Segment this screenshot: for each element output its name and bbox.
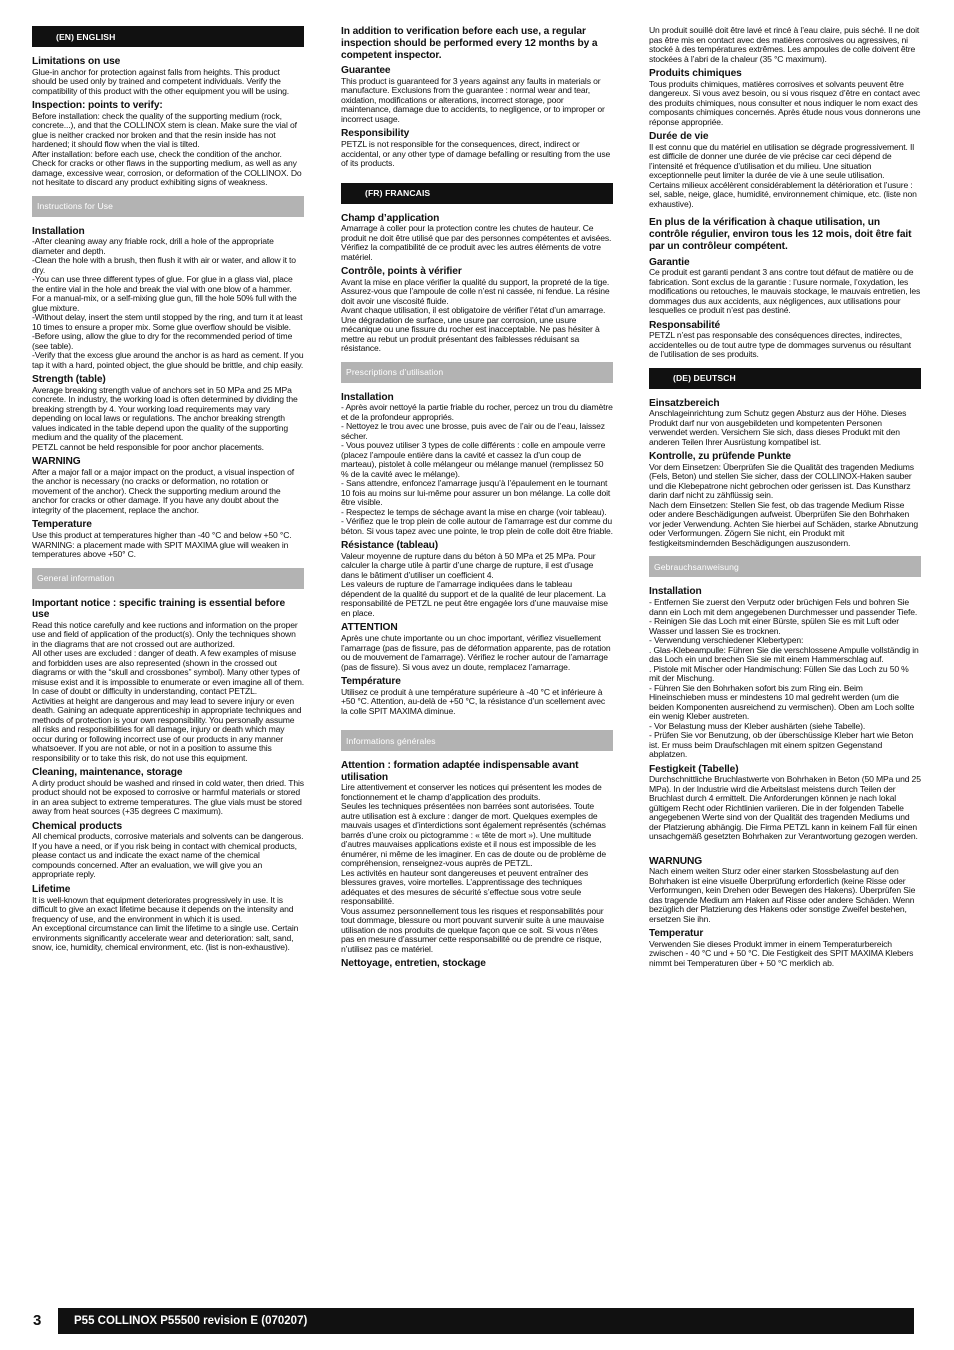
column-french-german [649,26,921,968]
spacer [649,548,921,556]
paragraph: All chemical products, corrosive materials and solvents can be dangerous. If you have a need, or if you risk being in contact with chemical products, please contact us and indicate the exact name of the chemical compounds concerned. After an evaluation, we will give you an appropriate reply. [32,831,304,880]
spacer [649,360,921,368]
spacer [32,188,304,196]
section-header-instructions-for-use [32,196,304,217]
heading-cleaning-maintenance-storage: Cleaning, maintenance, storage [32,767,183,779]
spacer [341,354,613,362]
paragraph: - Vous pouvez utiliser 3 types de colle différents : colle en ampoule verre (placez l’ampoule entière dans la cavité et cassez la d’un coup de marteau), pistolet à colle mélangeur ou mélange manuel (remplissez 50 % de la cavité avec le mélange). [341,440,606,479]
paragraph: Nach einem weiten Sturz oder einer starken Stossbelastung auf den Bohrhaken ist eine visuelle Überprüfung erforderlich (keine Risse oder Verformungen, kein Drehen oder Bewegen des Hakens). Überprüfen Sie das tragende Medium am Haken auf Risse oder andere Schäden. Wenn bezüglich der Platzierung des Hakens oder sonstige Zweifel bestehen, ersetzen Sie ihn. [649,866,916,924]
paragraph: It is well-known that equipment deteriorates progressively in use. It is difficult to give an exact lifetime because it depends on the intensity and frequency of use, and the environment in which it is used. [32,894,294,924]
paragraph: All other uses are excluded : danger of death. A few examples of misuse and forbidden uses are also represented (shown in the crossed out diagrams or with the “skull and crossbones” symbol). Many other types of misuse exist and it is impossible to enumerate or even imagine all of them. In case of doubt or difficulty in understanding, contact PETZL. [32,648,305,697]
paragraph: Vor dem Einsetzen: Überprüfen Sie die Qualität des tragenden Mediums (Fels, Beton) und stellen Sie sicher, dass der COLLINOX-Haken sauber und die Klebepatrone nicht gebrochen oder gerissen ist. Das Kunstharz darin darf nicht zu zähflüssig sein. [649,461,914,501]
paragraph: - Führen Sie den Bohrhaken sofort bis zum Ring ein. Beim Hineinschieben muss er mindestens 10 mal gedreht werden (um die beiden Komponenten ausreichend zu vermischen). Oben am Loch sollte ein wenig Kleber austreten. [649,682,915,722]
paragraph: - Après avoir nettoyé la partie friable du rocher, percez un trou du diamètre et de la profondeur appropriés. [341,402,613,422]
paragraph: PETZL n’est pas responsable des conséquences directes, indirectes, accidentelles ou de tout autre type de dommages survenus ou résultant de l’utilisation de ses produits. [649,330,911,360]
paragraph: Average breaking strength value of anchors set in 50 MPa and 25 MPa concrete. In industry, the working load is often determined by dividing the breaking strength by 4. Your working load requirements may vary depending on local laws or regulations. The anchor breaking strength values indicated in the table depend upon the quality of the supporting medium and the quality of the placement. [32,384,298,443]
heading-kontrolle-zu-pr-fende-punkte: Kontrolle, zu prüfende Punkte [649,451,791,463]
paragraph: Use this product at temperatures higher than -40 °C and below +50 °C. WARNING: a placement made with SPIT MAXIMA glue will weaken in temperatures above +50° C. [32,530,292,560]
paragraph: A dirty product should be washed and rinsed in cold water, then dried. This product should not be exposed to corrosive or harmful materials or stored in an area subject to extreme temperatures. The glue vials must be stored away from heat sources (+35 degrees C maximum). [32,777,304,817]
paragraph: Avant chaque utilisation, il est obligatoire de vérifier l’état d’un amarrage. Une dégradation de surface, une usure par corrosion, une usure mécanique ou une fissure du rocher est inacceptable. Ne pas hésiter à mettre au rebut un produit présentant des faiblesses réduisant sa résistance. [341,305,606,354]
paragraph: -You can use three different types of glue. For glue in a glass vial, place the entire vial in the hole and break the vial with one blow of a hammer. For a manual-mix, or a self-mixing glue gun, fill the hole 50% full with the glue mixture. [32,274,297,313]
heading-important-notice-specific-training-is-es: Important notice : specific training is essential before use [32,597,286,621]
document-title: P55 COLLINOX P55500 revision E (070207) [74,1315,308,1327]
language-header-fr-francais [341,183,613,204]
paragraph: PETZL is not responsible for the consequences, direct, indirect or accidental, or any other type of damage befalling or resulting from the use of its products. [341,139,611,169]
section-header-informations-g-n-rales [341,730,613,751]
heading-nettoyage-entretien-stockage: Nettoyage, entretien, stockage [341,958,486,970]
column-english [32,26,304,953]
paragraph: Il est connu que du matériel en utilisation se dégrade progressivement. Il est difficile de donner une durée de vie précise car ceci dépend de l’intensité et fréquence d’utilisation et du milieu. Une situation exceptionnelle peut limiter la durée de vie à une seule utilisation. [649,141,915,181]
paragraph: Glue-in anchor for protection against falls from heights. This product should be used only by trained and competent individuals. Verify the compatibility of this product with the other equipment you will be using. [32,66,290,96]
section-header-prescriptions-d-utilisation [341,362,613,383]
paragraph: -Clean the hole with a brush, then flush it with air or water, and allow it to dry. [32,255,296,275]
heading-installation: Installation [32,225,85,237]
paragraph: - Vor Belastung muss der Kleber aushärten (siehe Tabelle). [649,720,866,731]
paragraph: Un produit souillé doit être lavé et rincé à l’eau claire, puis séché. Il ne doit pas être mis en contact avec des matières corrosives ou agressives, ni stocké à des températures extrêmes. Les ampoules de colle doivent être stockées à l’abri de la chaleur (35 °C maximum). [649,25,920,64]
heading-guarantee: Guarantee [341,65,391,77]
language-header-en-english [32,26,304,47]
paragraph: Anschlageinrichtung zum Schutz gegen Absturz aus der Höhe. Dieses Produkt darf nur von ausgebildeten und kompetenten Personen verwendet werden. Versichern Sie sich, dass dieses Produkt mit den anderen Teilen Ihrer Ausrüstung kompatibel ist. [649,408,907,447]
paragraph: Valeur moyenne de rupture dans du béton à 50 MPa et 25 MPa. Pour calculer la charge utile à partir d’une charge de rupture, il est d’usage dans le bâtiment d’utiliser un coefficient 4. [341,550,596,580]
paragraph: Amarrage à coller pour la protection contre les chutes de hauteur. Ce produit ne doit être utilisé que par des personnes compétentes et avisées. [341,223,612,243]
paragraph: Avant la mise en place vérifier la qualité du support, la propreté de la tige. Assurez-vous que l’ampoule de colle n’est ni cassée, ni fendue. La résine doit avoir une viscosité fluide. [341,276,610,306]
paragraph: Durchschnittliche Bruchlastwerte von Bohrhaken in Beton (50 MPa und 25 MPa). In der Industrie wird die Arbeitslast meistens durch Teilen der Bruchlast durch 4 ermittelt. Die Anforderungen können je nach lokal gültigem Recht oder Richtlinien variieren. Die in der folgenden Tabelle angegebenen Werte sind von der Qualität des tragenden Mediums und der Platzierung abhängig. Die Firma PETZL kann in keinem Fall für einen unsachgemäß gesetzten Bohrhaken zur Verantwortung gezogen werden. [649,774,921,842]
heading-chemical-products: Chemical products [32,820,123,832]
paragraph: - Sans attendre, enfoncez l’amarrage jusqu’à l’épaulement en le tournant 10 fois au moins sur lui-même pour assurer un bon mélange. La colle doit être visible. [341,478,611,508]
paragraph: - Verwendung verschiedener Klebertypen: [649,635,804,646]
paragraph: Les valeurs de rupture de l’amarrage indiquées dans le tableau dépendent de la qualité du support et de la qualité de leur placement. La responsabilité de PETZL ne peut être engagée lors d’une mauvaise mise en place. [341,579,608,618]
paragraph: -After cleaning away any friable rock, drill a hole of the appropriate diameter and depth. [32,236,274,256]
section-header-label: Gebrauchsanweisung [654,561,739,572]
column-english-french [341,26,613,970]
heading-temperature: Temperature [32,519,92,531]
heading-produits-chimiques: Produits chimiques [649,68,742,79]
paragraph: After a major fall or a major impact on the product, a visual inspection of the anchor is necessary (no cracks or deformation, no rotation or movement of the anchor). Check the supporting medium around the anchor for cracks or other damage. If you have any doubt about the integrity of the placement, replace the anchor. [32,466,294,515]
paragraph: Ce produit est garanti pendant 3 ans contre tout défaut de matière ou de fabrication. Sont exclus de la garantie : l’usure normale, l’oxydation, les modifications ou retouches, le mauvais stockage, le mauvais entretien, les dommages dus aux accidents, aux négligences, aux utilisations pour lesquelles ce produit n’est pas destiné. [649,267,921,316]
paragraph: Utilisez ce produit à une température supérieure à -40 °C et inférieure à +50 °C. Attention, au-delà de +50 °C, la résistance d’un scellement avec la colle SPIT MAXIMA diminue. [341,686,606,716]
paragraph: Certains milieux accélèrent considérablement la détérioration et l’usure : sel, sable, neige, glace, humidité, environnement chimique, etc. (liste non exhaustive). [649,179,917,209]
paragraph: This product is guaranteed for 3 years against any faults in materials or manufacture. Exclusions from the guarantee : normal wear and tear, oxidation, modifications or alterations, incorrect storage, poor maintenance, damage due to accidents, to negligence, or to improper or incorrect usage. [341,75,605,124]
paragraph: Seules les techniques présentées non barrées sont autorisées. Toute autre utilisation est à exclure : danger de mort. Quelques exemples de mauvais usages et d’interdictions sont également représentés (schémas barrés d’une croix ou pictogramme : « tête de mort »). Une multitude d’autres mauvaises applications existe et il nous est impossible de les énumérer, ni même de les imaginer. En cas de doute ou de problème de compréhension, renseignez-vous auprès de PETZL. [341,801,606,869]
spacer [32,560,304,568]
heading-attention: ATTENTION [341,622,398,634]
paragraph: Lire attentivement et conserver les notices qui présentent les modes de fonctionnement et le champ d’application des produits. [341,782,602,802]
paragraph: - Respectez le temps de séchage avant la mise en charge (voir tableau). [341,506,607,517]
heading-installation: Installation [341,391,394,403]
paragraph: - Nettoyez le trou avec une brosse, puis avec de l’air ou de l’eau, laissez sécher. [341,421,605,441]
section-header-label: (EN) ENGLISH [56,31,116,42]
paragraph: -Verify that the excess glue around the anchor is as hard as cement. If you tap it with a hard, pointed object, the glue should be brittle, and chip easily. [32,350,304,370]
paragraph: Before installation: check the quality of the supporting medium (rock, concrete...), and that the COLLINOX stem is clean. Make sure the vial of glue is neither cracked nor broken and that the resin inside has not hardened; it should flow when the vial is tilted. [32,110,297,150]
paragraph: - Vérifiez que le trop plein de colle autour de l’amarrage est dur comme du béton. Si vous tapez avec une pointe, le trop plein de colle doit être friable. [341,516,613,536]
paragraph: Après une chute importante ou un choc important, vérifiez visuellement l’amarrage (pas de fissure, pas de déformation apparente, pas de rotation ou de mouvement de l’amarrage). Vérifiez le rocher autour de l’amarrage (pas de fissure). Si vous avez un doute, remplacez l’amarrage. [341,633,611,672]
section-header-label: Prescriptions d’utilisation [346,367,444,378]
spacer [649,842,921,856]
paragraph: Vérifiez la compatibilité de ce produit avec les autres éléments de votre matériel. [341,242,601,262]
spacer [341,716,613,730]
heading-dur-e-de-vie: Durée de vie [649,131,709,143]
page-footer [0,1306,954,1334]
section-header-label: General information [37,573,115,584]
heading-temperatur: Temperatur [649,928,704,940]
heading-contr-le-points-v-rifier: Contrôle, points à vérifier [341,266,462,278]
paragraph: Vous assumez personnellement tous les risques et responsabilités pour tout dommage, blessure ou mort pouvant survenir suite à une mauvaise utilisation de nos produits de quelque façon que ce soit. Si vous n’êtes pas en mesure d’assumer cette responsabilité ou de prendre ce risque, n’utilisez pas ce matériel. [341,905,605,954]
heading-champ-d-application: Champ d’application [341,212,440,224]
section-header-label: (DE) DEUTSCH [673,373,736,384]
section-header-label: Informations générales [346,735,436,746]
language-header-de-deutsch [649,368,921,389]
heading-temp-rature: Température [341,676,401,688]
heading-attention-formation-adapt-e-indispensabl: Attention : formation adaptée indispensable avant utilisation [341,760,579,783]
heading-responsibility: Responsibility [341,128,410,140]
paragraph: -Without delay, insert the stem until stopped by the ring, and turn it at least 10 times to ensure a proper mix. Some glue overflow should be visible. [32,312,303,332]
paragraph: Les activités en hauteur sont dangereuses et peuvent entraîner des blessures graves, voire mortelles. L’apprentissage des techniques adéquates et des mesures de sécurité s’effectue sous votre seule responsabilité. [341,867,589,907]
heading-warning: WARNING [32,456,81,468]
paragraph: Tous produits chimiques, matières corrosives et solvants peuvent être dangereux. Si vous avez besoin, ou si vous risquez d’être en contact avec des produits chimiques, nous consulter et nous indiquer le nom exact des composants chimiques concernés. Après étude nous vous donnerons une réponse appropriée. [649,78,921,127]
paragraph: An exceptional circumstance can limit the lifetime to a single use. Certain environments significantly accelerate wear and deterioration: salt, sand, snow, ice, humidity, chemical environment, etc. (list is non-exhaustive). [32,923,299,953]
heading-festigkeit-tabelle: Festigkeit (Tabelle) [649,763,739,775]
spacer [649,209,921,217]
paragraph: Read this notice carefully and kee ructions and information on the proper use and field of application of the product(s). Only the techniques shown in the diagrams that are not crossed out are authorized. [32,619,298,649]
paragraph: -Before using, allow the glue to dry for the recommended period of time (see table). [32,331,293,351]
paragraph: - Reinigen Sie das Loch mit einer Bürste, spülen Sie es mit Luft oder Wasser und lassen Sie es trocknen. [649,616,899,636]
heading-limitations-on-use: Limitations on use [32,56,121,67]
heading-warnung: WARNUNG [649,855,703,867]
footer-title-bar [58,1308,914,1334]
paragraph: - Entfernen Sie zuerst den Verputz oder brüchigen Fels und bohren Sie dann ein Loch mit dem angegebenen Durchmesser und passender Tiefe. [649,597,918,617]
heading-installation: Installation [649,586,702,598]
paragraph: Activities at height are dangerous and may lead to severe injury or even death. Gaining an adequate apprenticeship in appropriate techniques and methods of protection is your own responsibility. You personally assume all risks and responsibilities for all damage, injury or death which may occur during or following incorrect use of our products in any manner whatsoever. If you are not able, or not in a position to assume this responsibility or to take this risk, do not use this equipment. [32,695,302,763]
inspection-notice: In addition to verification before each use, a regular inspection should be performed every 12 months by a competent inspector. [341,26,598,61]
paragraph: - Prüfen Sie vor Benutzung, ob der überschüssige Kleber hart wie Beton ist. Er muss beim Draufschlagen mit einem spitzen Gegenstand abplatzen. [649,730,914,760]
heading-lifetime: Lifetime [32,883,71,895]
inspection-notice: En plus de la vérification à chaque utilisation, un contrôle régulier, environ tous les 12 mois, doit être fait par un contrôleur compétent. [649,217,912,252]
paragraph: Nach dem Einsetzen: Stellen Sie fest, ob das tragende Medium Risse oder andere Beschädigungen aufweist. Überprüfen Sie den Bohrhaken vor jeder Verwendung. Achten Sie hierbei auf Schäden, starke Abnutzung oder Verformungen. Zögern Sie nicht, ein Produkt mit festigkeitsmindernden Beschädigungen auszusondern. [649,499,918,548]
paragraph: PETZL cannot be held responsible for poor anchor placements. [32,441,264,452]
paragraph: After installation: before each use, check the condition of the anchor. Check for cracks or other flaws in the supporting medium, as well as any damage, excessive wear, corrosion, or deformation of the COLLINOX. Do not hesitate to discard any product exhibiting signs of weakness. [32,148,302,188]
section-header-label: (FR) FRANCAIS [365,188,431,199]
heading-einsatzbereich: Einsatzbereich [649,397,720,409]
heading-inspection-points-to-verify: Inspection: points to verify: [32,100,163,112]
paragraph: . Pistole mit Mischer oder Handmischung: Füllen Sie das Loch zu 50 % mit der Mischung. [649,663,909,684]
paragraph: Verwenden Sie dieses Produkt immer in einem Temperaturbereich zwischen - 40 °C und + 50 °C. Die Festigkeit des SPIT MAXIMA Klebers nimmt bei Temperaturen über + 50 °C merklich ab. [649,938,914,968]
spacer [341,169,613,183]
section-header-label: Instructions for Use [37,201,114,212]
heading-r-sistance-tableau: Résistance (tableau) [341,540,439,552]
heading-strength-table: Strength (table) [32,374,106,386]
section-header-general-information [32,568,304,589]
heading-responsabilit: Responsabilité [649,319,721,331]
section-header-gebrauchsanweisung [649,556,921,577]
paragraph: . Glas-Klebeampulle: Führen Sie die verschlossene Ampulle vollständig in das Loch ein und brechen Sie sie mit einem Hammerschlag auf. [649,644,919,665]
heading-garantie: Garantie [649,256,690,268]
page-number: 3 [33,1312,42,1329]
